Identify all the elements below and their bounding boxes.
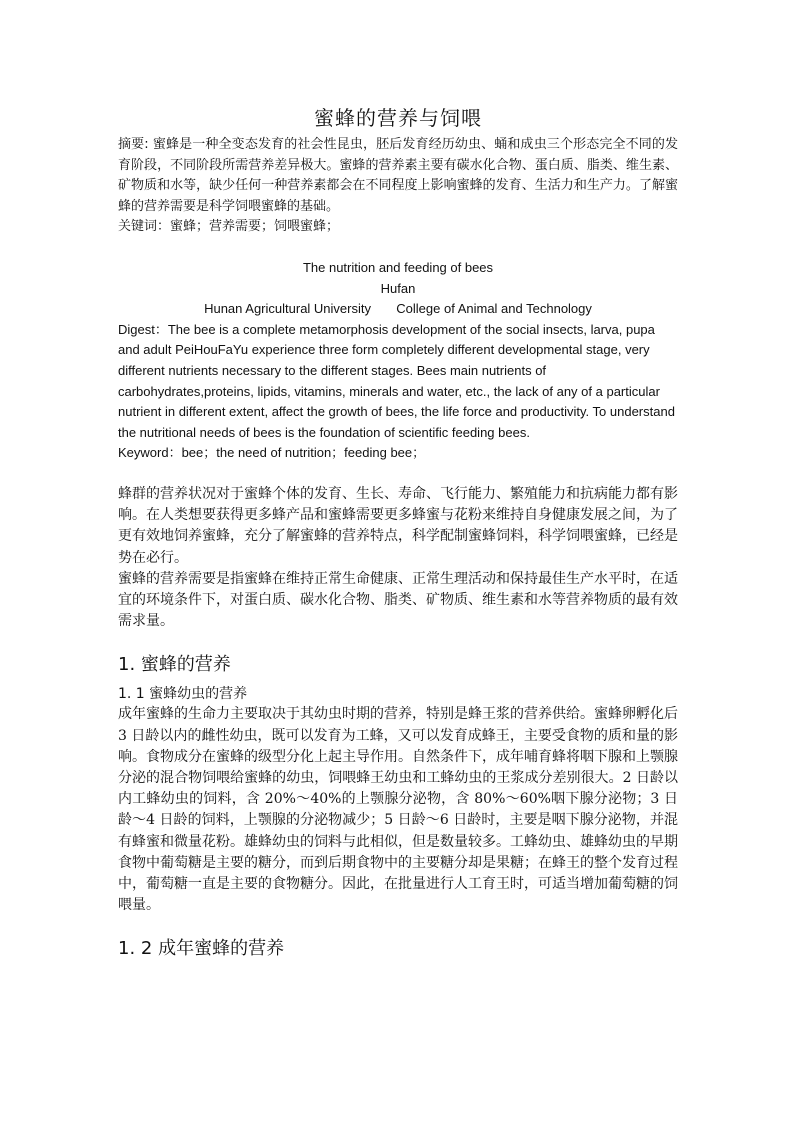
keywords-en: Keyword：bee；the need of nutrition；feeding bee； [118, 445, 426, 461]
title-en: The nutrition and feeding of bees [302, 259, 494, 275]
spacer [118, 632, 678, 652]
affiliation-university: Hunan Agricultural University [204, 301, 371, 317]
abstract-cn: 摘要: 蜜蜂是一种全变态发育的社会性昆虫，胚后发育经历幼虫、蛹和成虫三个形态完全不同的发育阶段，不同阶段所需营养差异极大。蜜蜂的营养素主要有碳水化合物、蛋白质、脂类、维生素、矿物质和水等，缺少任何一种营养素都会在不同程度上影响蜜蜂的发育、生活力和生产力。了解蜜蜂的营养需要是科学饲喂蜜蜂的基础。 [118, 137, 678, 214]
section-1-1-heading: 1. 1 蜜蜂幼虫的营养 [118, 686, 248, 703]
spacer [118, 916, 678, 936]
spacer [118, 238, 678, 258]
section-1-2-heading: 1. 2 成年蜜蜂的营养 [118, 938, 285, 960]
abstract-en: Digest：The bee is a complete metamorphosis development of the social insects, larva, pupa and adult PeiHouFaYu experience three form completely different developmental stage, very different nutrients necessary to the different stages. Bees main nutrients of carbohydrates,proteins, lipids, vitamins, minerals and water, etc., the lack of any of a particular nutrient in different extent, affect the growth of bees, the life force and productivity. To understand the nutritional needs of bees is the foundation of scientific feeding bees. [118, 321, 675, 440]
english-front-matter [118, 258, 678, 464]
document-title: 蜜蜂的营养与饲喂 [314, 106, 482, 130]
section-1-1-body: 成年蜜蜂的生命力主要取决于其幼虫时期的营养，特别是蜂王浆的营养供给。蜜蜂卵孵化后 3 日龄以内的雌性幼虫，既可以发育为工蜂，又可以发育成蜂王，主要受食物的质和量的影响。食物成分在蜜蜂的级型分化上起主导作用。自然条件下，成年哺育蜂将咽下腺和上颚腺分泌的混合物饲喂给蜜蜂的幼虫，饲喂蜂王幼虫和工蜂幼虫的王浆成分差别很大。2 日龄以内工蜂幼虫的饲料，含 20%～40%的上颚腺分泌物，含 80%～60%咽下腺分泌物；3 日龄～4 日龄的饲料，上颚腺的分泌物减少；5 日龄～6 日龄时，主要是咽下腺分泌物，并混有蜂蜜和微量花粉。雄蜂幼虫的饲料与此相似，但是数量较多。工蜂幼虫、雄蜂幼虫的早期食物中葡萄糖是主要的糖分，而到后期食物中的主要糖分却是果糖；在蜂王的整个发育过程中，葡萄糖一直是主要的食物糖分。因此，在批量进行人工育王时，可适当增加葡萄糖的饲喂量。 [118, 706, 678, 914]
affiliation-en [118, 299, 678, 320]
intro-paragraph-2: 蜜蜂的营养需要是指蜜蜂在维持正常生命健康、正常生理活动和保持最佳生产水平时，在适宜的环境条件下，对蛋白质、碳水化合物、脂类、矿物质、维生素和水等营养物质的最有效需求量。 [118, 570, 678, 630]
author-en: Hufan [380, 280, 416, 296]
intro-paragraph-1: 蜂群的营养状况对于蜜蜂个体的发育、生长、寿命、飞行能力、繁殖能力和抗病能力都有影响。在人类想要获得更多蜂产品和蜜蜂需要更多蜂蜜与花粉来维持自身健康发展之间，为了更有效地饲养蜜蜂，充分了解蜜蜂的营养特点，科学配制蜜蜂饲料，科学饲喂蜜蜂，已经是势在必行。 [118, 485, 678, 566]
section-1-heading: 1. 蜜蜂的营养 [118, 654, 231, 676]
keywords-cn: 关键词：蜜蜂；营养需要；饲喂蜜蜂； [118, 219, 340, 235]
affiliation-college: College of Animal and Technology [396, 301, 592, 317]
spacer [118, 464, 678, 484]
document-page [118, 103, 678, 962]
